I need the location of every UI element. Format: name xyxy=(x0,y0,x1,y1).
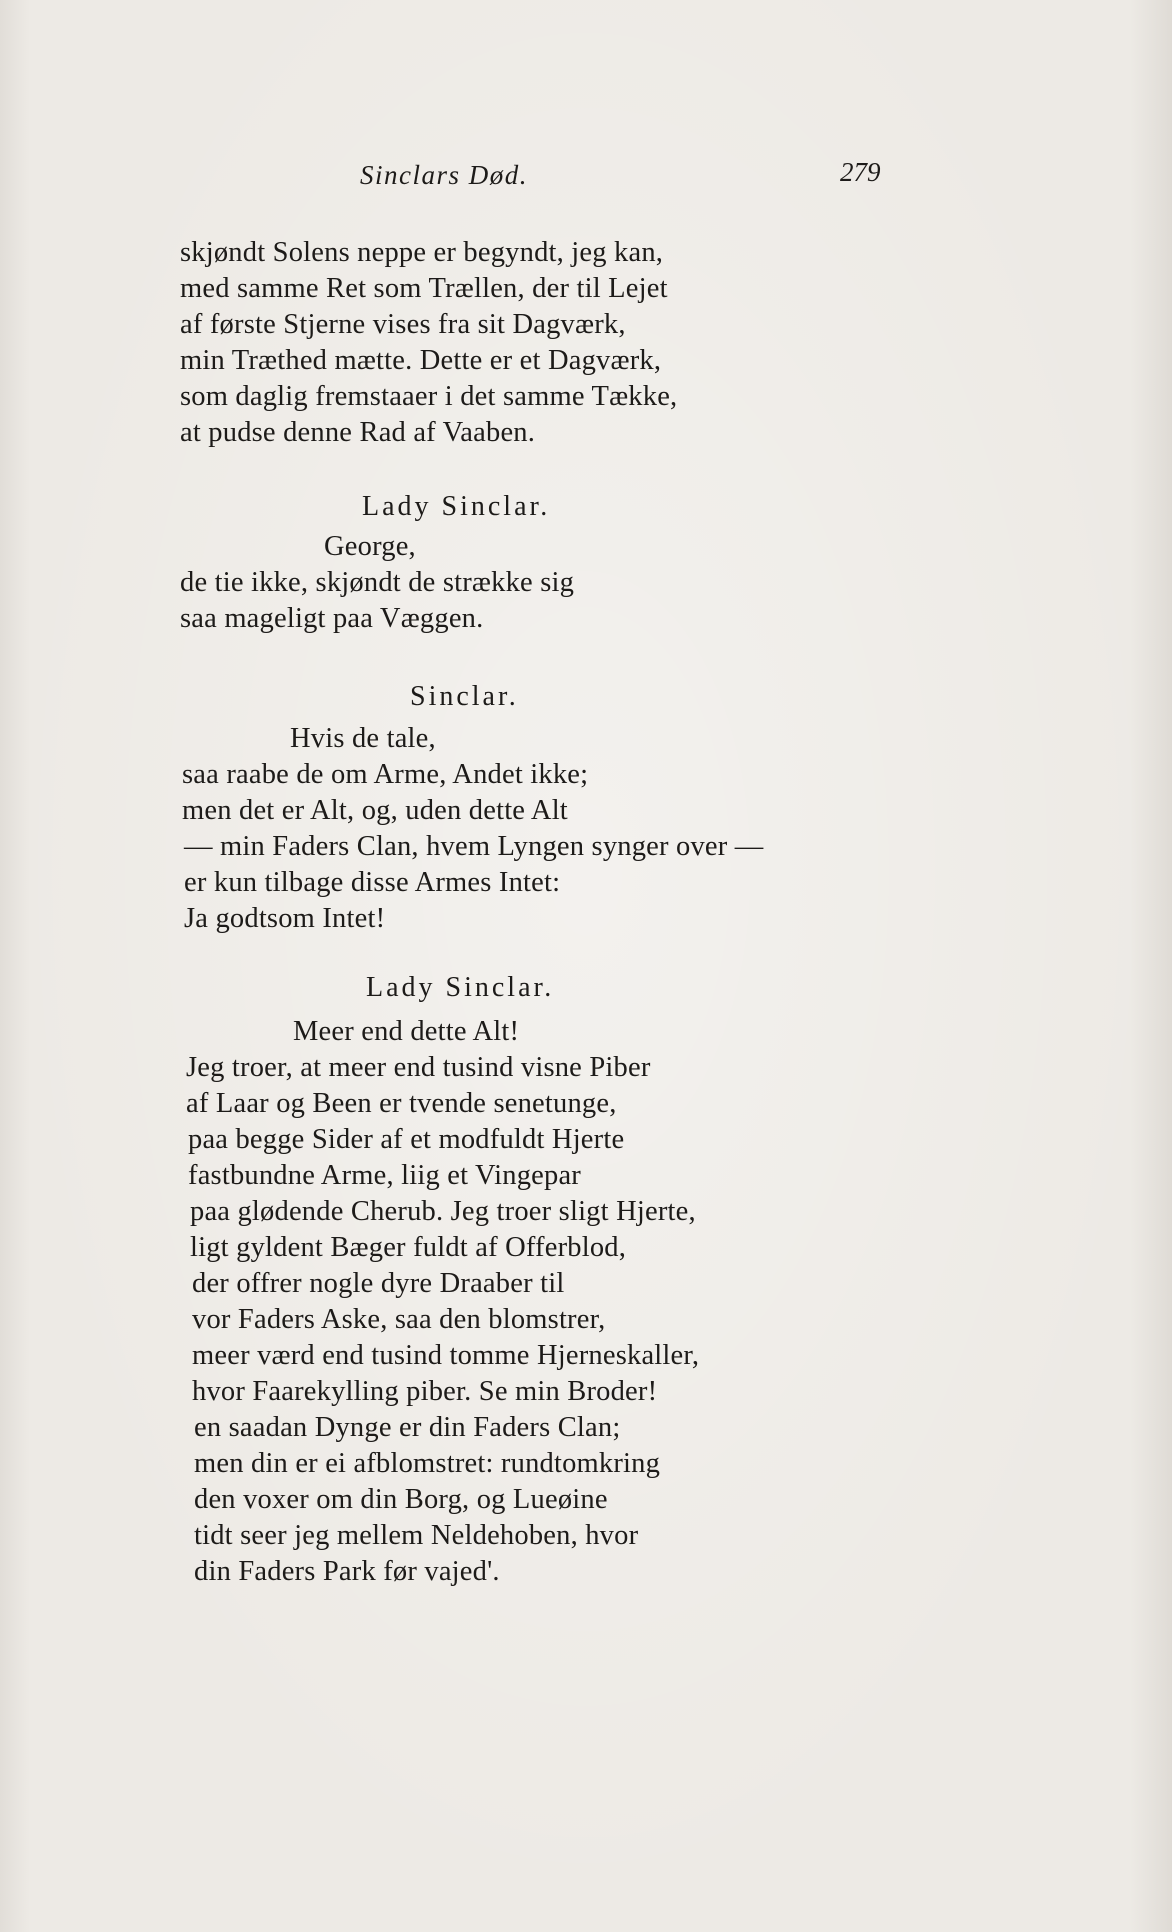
verse-line: George, xyxy=(324,531,416,562)
verse-line: vor Faders Aske, saa den blomstrer, xyxy=(192,1304,606,1335)
verse-line: ligt gyldent Bæger fuldt af Offerblod, xyxy=(190,1232,627,1263)
verse-line: Ja godtsom Intet! xyxy=(184,903,386,934)
verse-line: paa begge Sider af et modfuldt Hjerte xyxy=(188,1124,625,1155)
verse-line: saa mageligt paa Væggen. xyxy=(180,603,484,634)
verse-line: en saadan Dynge er din Faders Clan; xyxy=(194,1412,621,1443)
verse-line: Meer end dette Alt! xyxy=(293,1016,520,1047)
verse-line: din Faders Park før vajed'. xyxy=(194,1556,500,1587)
verse-line: med samme Ret som Trællen, der til Lejet xyxy=(180,273,668,304)
verse-line: af første Stjerne vises fra sit Dagværk, xyxy=(180,309,626,340)
verse-line: tidt seer jeg mellem Neldehoben, hvor xyxy=(194,1520,639,1551)
verse-line: Hvis de tale, xyxy=(290,723,436,754)
verse-line: der offrer nogle dyre Draaber til xyxy=(192,1268,565,1299)
verse-line: paa glødende Cherub. Jeg troer sligt Hjerte, xyxy=(190,1196,696,1227)
verse-line: men det er Alt, og, uden dette Alt xyxy=(182,795,568,826)
verse-line: skjøndt Solens neppe er begyndt, jeg kan, xyxy=(180,237,664,268)
page-number: 279 xyxy=(840,157,881,187)
verse-line: af Laar og Been er tvende senetunge, xyxy=(186,1088,617,1119)
speaker-name: Lady Sinclar. xyxy=(362,491,551,522)
verse-line: min Træthed mætte. Dette er et Dagværk, xyxy=(180,345,662,376)
verse-line: Jeg troer, at meer end tusind visne Piber xyxy=(186,1052,651,1083)
verse-line: er kun tilbage disse Armes Intet: xyxy=(184,867,561,898)
verse-line: saa raabe de om Arme, Andet ikke; xyxy=(182,759,589,790)
verse-line: de tie ikke, skjøndt de strække sig xyxy=(180,567,575,598)
verse-line: som daglig fremstaaer i det samme Tække, xyxy=(180,381,678,412)
verse-line: den voxer om din Borg, og Lueøine xyxy=(194,1484,608,1515)
verse-line: at pudse denne Rad af Vaaben. xyxy=(180,417,536,448)
verse-line: men din er ei afblomstret: rundtomkring xyxy=(194,1448,661,1479)
verse-line: hvor Faarekylling piber. Se min Broder! xyxy=(192,1376,658,1407)
verse-line: fastbundne Arme, liig et Vingepar xyxy=(188,1160,581,1191)
verse-line: — min Faders Clan, hvem Lyngen synger over — xyxy=(184,831,764,862)
speaker-name: Sinclar. xyxy=(410,681,519,712)
running-title: Sinclars Død. xyxy=(360,160,528,190)
speaker-name: Lady Sinclar. xyxy=(366,972,555,1003)
verse-line: meer værd end tusind tomme Hjerneskaller, xyxy=(192,1340,700,1371)
